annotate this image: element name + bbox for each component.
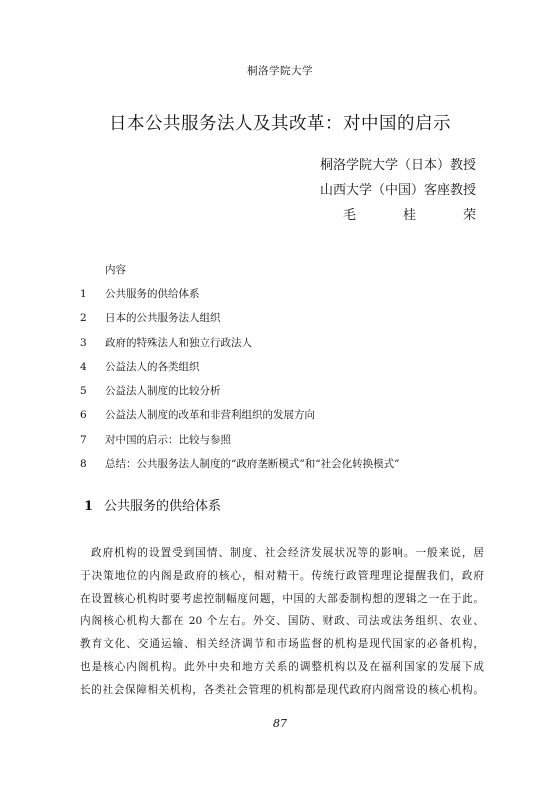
author-name-line xyxy=(320,203,493,228)
author-name: 毛 桂 荣 xyxy=(342,208,493,223)
section-title: 公共服务的供给体系 xyxy=(104,499,222,514)
toc-item-number: 3 xyxy=(80,336,87,349)
running-header: 桐洛学院大学 xyxy=(247,65,313,77)
author-affiliation-1: 桐洛学院大学（日本）教授 xyxy=(319,158,476,173)
paragraph-line: 也是核心内阁机构。此外中央和地方关系的调整机构以及在福利国家的发展下成 xyxy=(80,660,484,673)
toc-item xyxy=(80,379,399,403)
toc-item-number: 8 xyxy=(80,458,87,471)
toc-item-text: 总结：公共服务法人制度的“政府垄断模式”和“社会化转换模式” xyxy=(105,458,400,471)
toc-item-text: 公益法人的各类组织 xyxy=(105,360,200,373)
toc-item xyxy=(80,306,399,330)
paragraph-line: 于决策地位的内阁是政府的核心，相对精干。传统行政管理理论提醒我们，政府 xyxy=(80,569,484,582)
toc-item-number: 7 xyxy=(80,433,87,446)
paragraph-line: 内阁核心机构大都在 20 个左右。外交、国防、财政、司法或法务组织、农业、 xyxy=(80,615,484,628)
toc-item-text: 公益法人制度的比较分析 xyxy=(105,385,221,398)
paragraph-line: 长的社会保障相关机构，各类社会管理的机构都是现代政府内阁常设的核心机构。 xyxy=(80,683,484,696)
toc-item-text: 日本的公共服务法人组织 xyxy=(105,312,221,325)
section-number: 1 xyxy=(84,499,94,514)
body-paragraph xyxy=(80,542,484,702)
table-of-contents xyxy=(80,258,399,476)
toc-item-number: 1 xyxy=(80,288,87,300)
paragraph-line: 在设置核心机构时要考虑控制幅度问题，中国的大部委制构想的逻辑之一在于此。 xyxy=(80,592,484,605)
toc-item-number: 6 xyxy=(80,409,87,422)
toc-item xyxy=(80,282,399,306)
toc-item xyxy=(80,428,399,452)
toc-heading: 内容 xyxy=(105,264,126,276)
toc-item xyxy=(80,331,399,355)
toc-item-text: 公共服务的供给体系 xyxy=(105,288,200,300)
toc-item-number: 4 xyxy=(80,360,87,373)
toc-item xyxy=(80,355,399,379)
paragraph-line: 政府机构的设置受到国情、制度、社会经济发展状况等的影响。一般来说，居 xyxy=(91,547,484,559)
toc-item-text: 政府的特殊法人和独立行政法人 xyxy=(105,336,252,349)
author-affiliation-2: 山西大学（中国）客座教授 xyxy=(319,183,476,198)
section-heading xyxy=(84,495,221,514)
toc-item-number: 5 xyxy=(80,385,87,398)
toc-item xyxy=(80,403,399,427)
paragraph-line: 教育文化、交通运输、相关经济调节和市场监督的机构是现代国家的必备机构， xyxy=(80,638,484,651)
toc-item xyxy=(80,452,399,476)
page-number: 87 xyxy=(273,717,287,730)
toc-item-text: 公益法人制度的改革和非营利组织的发展方向 xyxy=(105,409,315,422)
toc-item-number: 2 xyxy=(80,312,87,325)
toc-item-text: 对中国的启示：比较与参照 xyxy=(105,433,231,446)
article-title: 日本公共服务法人及其改革：对中国的启示 xyxy=(109,114,451,134)
author-block xyxy=(319,153,493,228)
